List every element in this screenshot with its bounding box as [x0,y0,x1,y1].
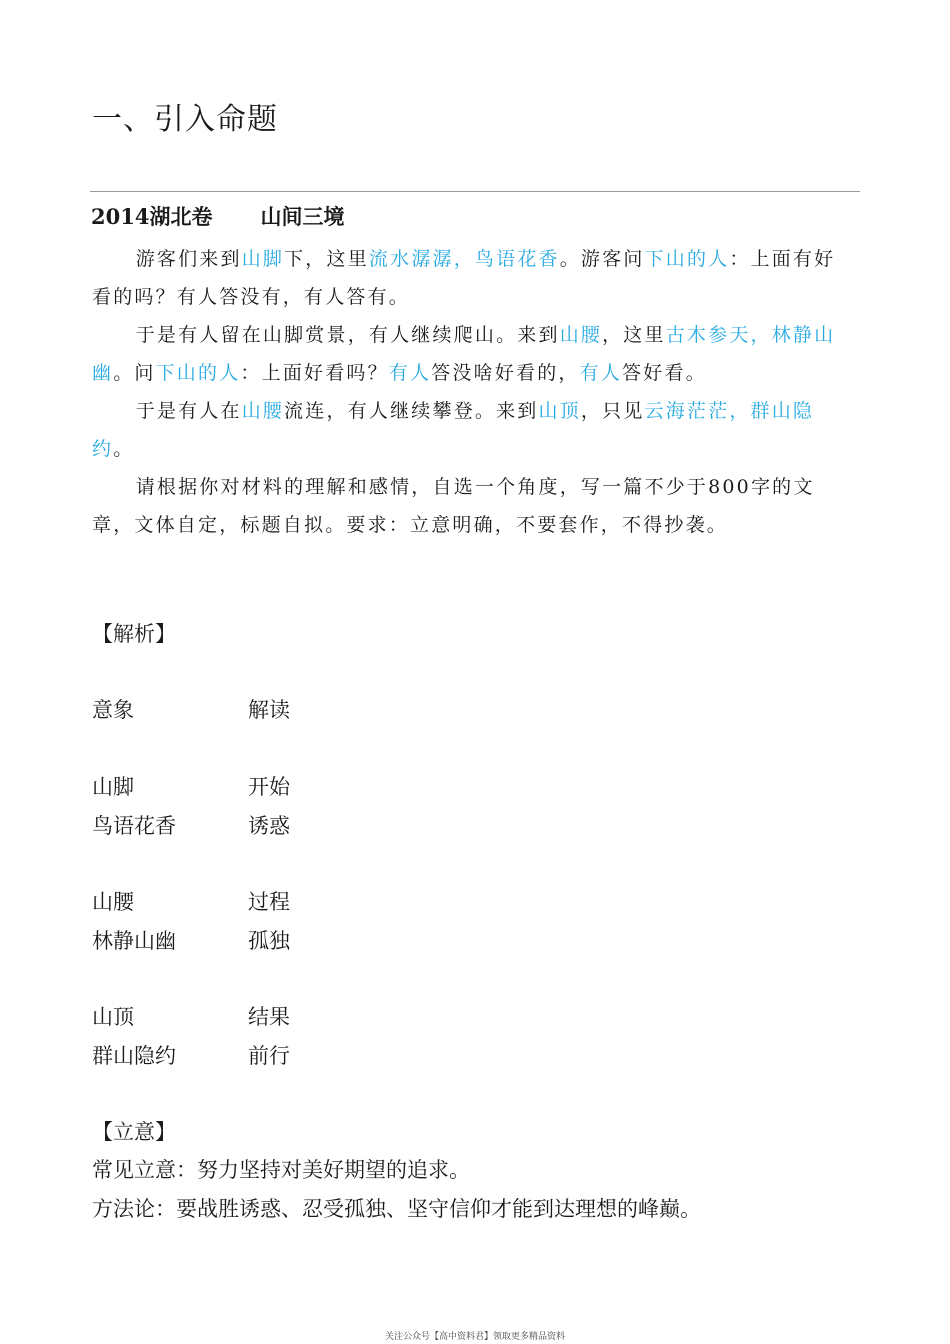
image-column-header: 意象 [92,698,134,722]
analysis-label: 【解析】 [92,622,176,646]
thesis-common: 常见立意：努力坚持对美好期望的追求。 [92,1158,470,1182]
highlighted-phrase: 有人 [579,362,623,384]
highlighted-phrase: 流水潺潺，鸟语花香 [368,248,560,270]
exam-source: 2014湖北卷 [91,204,213,229]
text-segment: 。游客问 [559,248,645,270]
highlighted-phrase: 古木参天，林静山幽 [92,324,836,384]
highlighted-phrase: 山脚 [241,248,285,270]
text-segment: 流连，有人继续攀登。来到 [284,400,539,422]
image-cell: 林静山幽 [92,929,176,953]
reading-cell: 诱惑 [248,814,290,838]
image-cell: 山脚 [92,775,134,799]
text-segment: 于是有人在 [135,400,242,422]
reading-cell: 结果 [248,1005,290,1029]
text-segment: 答没啥好看的， [431,362,580,384]
text-segment: 游客们来到 [135,248,242,270]
highlighted-phrase: 山腰 [559,324,603,346]
reading-cell: 前行 [248,1044,290,1068]
divider [90,191,860,192]
highlighted-phrase: 云海茫茫，群山隐约 [92,400,815,460]
exam-title [91,201,344,231]
image-cell: 群山隐约 [92,1044,176,1068]
thesis-method: 方法论：要战胜诱惑、忍受孤独、坚守信仰才能到达理想的峰巅。 [92,1197,701,1221]
reading-cell: 开始 [248,775,290,799]
text-segment: 于是有人留在山脚赏景，有人继续爬山。来到 [135,324,560,346]
footer-note: 关注公众号【高中资料君】领取更多精品资料 [384,1332,565,1342]
text-segment: 请根据你对材料的理解和感情，自选一个角度，写一篇不少于800字的文章，文体自定，标题自拟。要求：立意明确，不要套作，不得抄袭。 [92,476,815,536]
highlighted-phrase: 下山的人 [644,248,730,270]
highlighted-phrase: 山顶 [538,400,581,422]
section-title: 一、引入命题 [92,102,278,137]
text-segment: ，这里 [602,324,666,346]
exam-topic: 山间三境 [260,204,345,229]
text-segment: ：上面有好看的吗？有人答没有，有人答有。 [92,248,836,308]
text-segment: 。 [113,438,135,460]
text-segment: 下，这里 [284,248,369,270]
image-cell: 山腰 [92,890,134,914]
prompt-material [92,240,852,544]
image-cell: 山顶 [92,1005,134,1029]
text-segment: 答好看。 [622,362,707,384]
image-cell: 鸟语花香 [92,814,176,838]
highlighted-phrase: 下山的人 [155,362,241,384]
prompt-paragraph [92,240,852,316]
text-segment: ，只见 [580,400,645,422]
thesis-label: 【立意】 [92,1120,176,1144]
prompt-paragraph [92,468,852,544]
text-segment: ：上面好看吗？ [240,362,389,384]
text-segment: 。问 [113,362,156,384]
reading-cell: 过程 [248,890,290,914]
prompt-paragraph [92,392,852,468]
highlighted-phrase: 有人 [388,362,432,384]
highlighted-phrase: 山腰 [241,400,285,422]
reading-column-header: 解读 [248,698,290,722]
prompt-paragraph [92,316,852,392]
reading-cell: 孤独 [248,929,290,953]
